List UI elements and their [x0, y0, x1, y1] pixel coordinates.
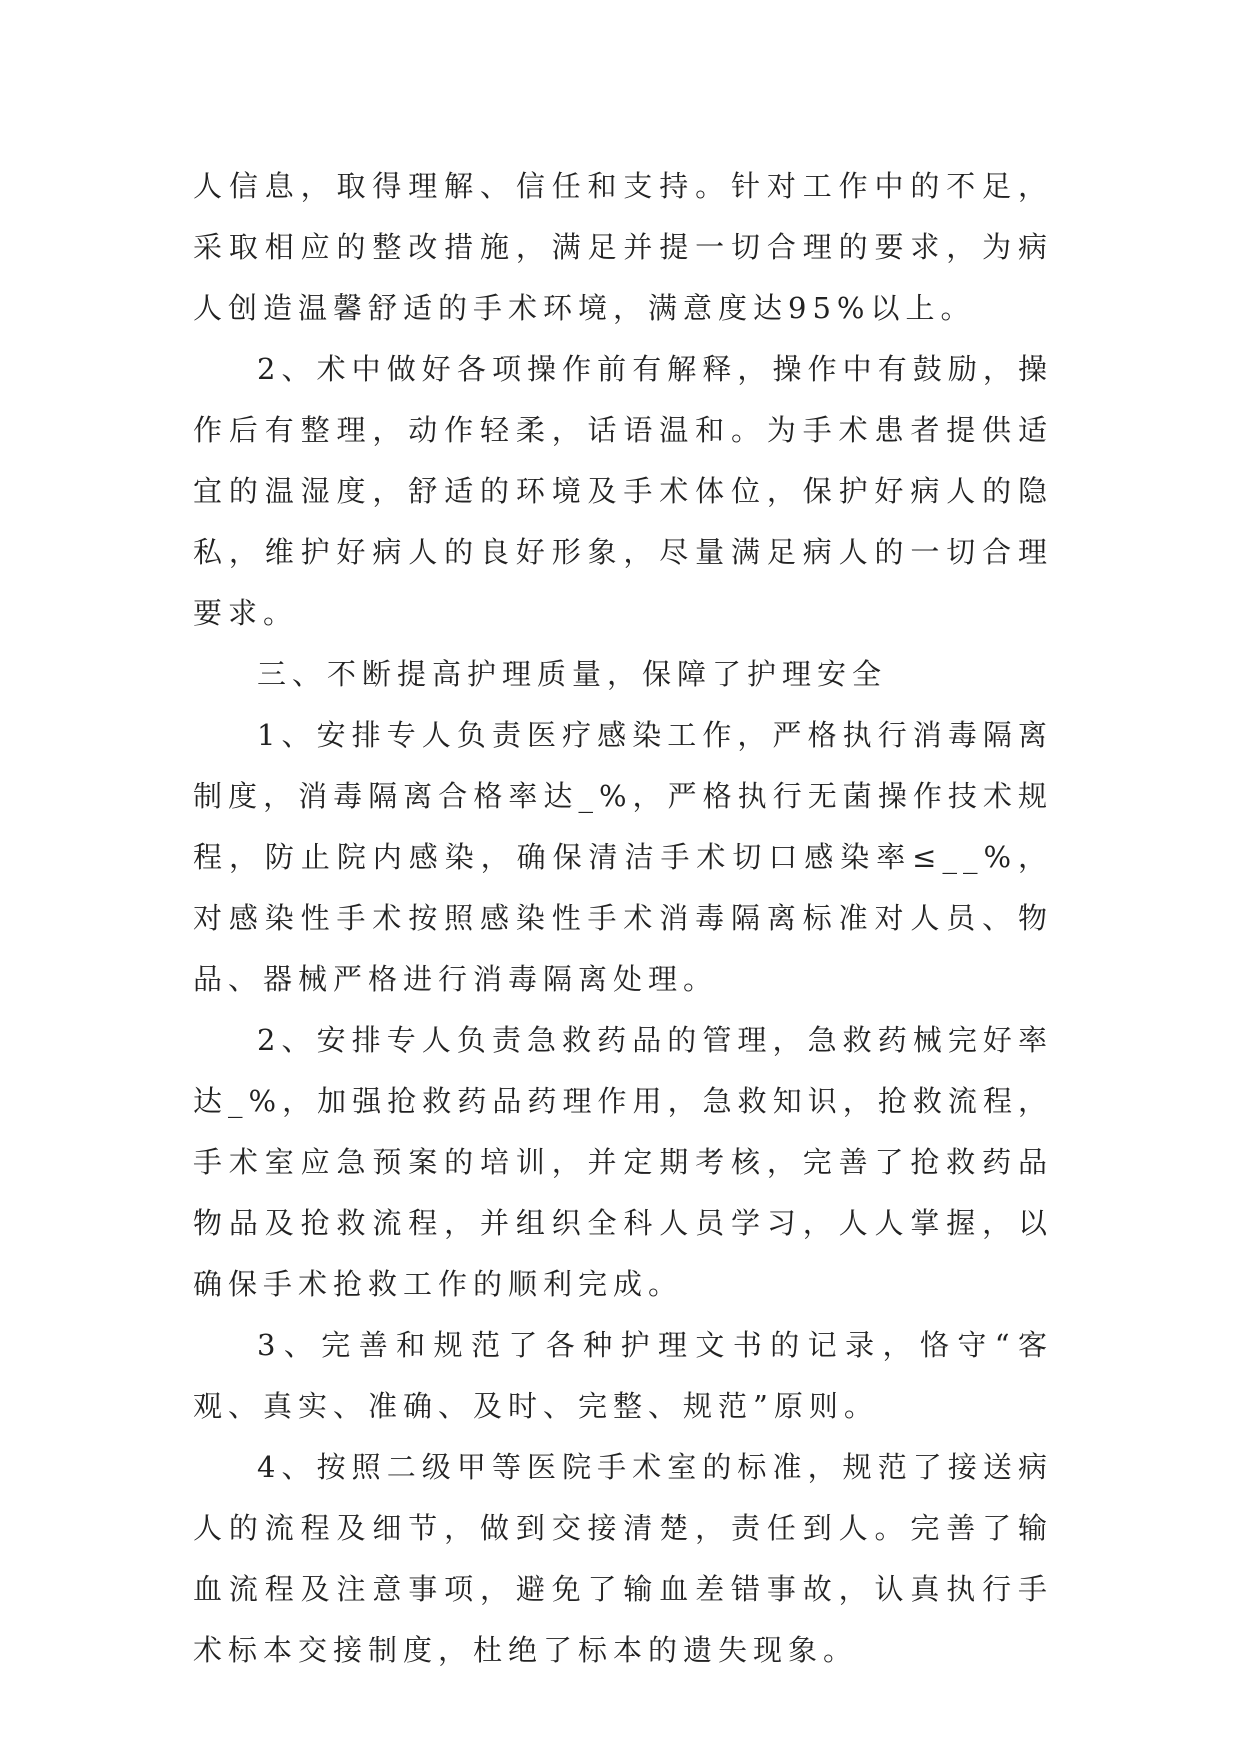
paragraph-item-3-records: 3、完善和规范了各种护理文书的记录，恪守“客观、真实、准确、及时、完整、规范”原则。: [193, 1328, 1053, 1423]
paragraph-item-4-standards: 4、按照二级甲等医院手术室的标准，规范了接送病人的流程及细节，做到交接清楚，责任到人。完善了输血流程及注意事项，避免了输血差错事故，认真执行手术标本交接制度，杜绝了标本的遗失现象。: [193, 1450, 1053, 1667]
section-heading-3: 三、不断提高护理质量，保障了护理安全: [257, 657, 888, 691]
paragraph-continuation: 人信息，取得理解、信任和支持。针对工作中的不足，采取相应的整改措施，满足并提一切合理的要求，为病人创造温馨舒适的手术环境，满意度达95%以上。: [193, 169, 1053, 325]
document-body: [193, 156, 1053, 1681]
paragraph-item-1-infection: 1、安排专人负责医疗感染工作，严格执行消毒隔离制度，消毒隔离合格率达_%，严格执行无菌操作技术规程，防止院内感染，确保清洁手术切口感染率≤__%，对感染性手术按照感染性手术消毒隔离标准对人员、物品、器械严格进行消毒隔离处理。: [193, 718, 1053, 996]
paragraph-item-2-intraop: 2、术中做好各项操作前有解释，操作中有鼓励，操作后有整理，动作轻柔，话语温和。为手术患者提供适宜的温湿度，舒适的环境及手术体位，保护好病人的隐私，维护好病人的良好形象，尽量满足病人的一切合理要求。: [193, 352, 1053, 630]
paragraph-item-2-emergency: 2、安排专人负责急救药品的管理，急救药械完好率达_%，加强抢救药品药理作用，急救知识，抢救流程，手术室应急预案的培训，并定期考核，完善了抢救药品物品及抢救流程，并组织全科人员学习，人人掌握，以确保手术抢救工作的顺利完成。: [193, 1023, 1053, 1301]
